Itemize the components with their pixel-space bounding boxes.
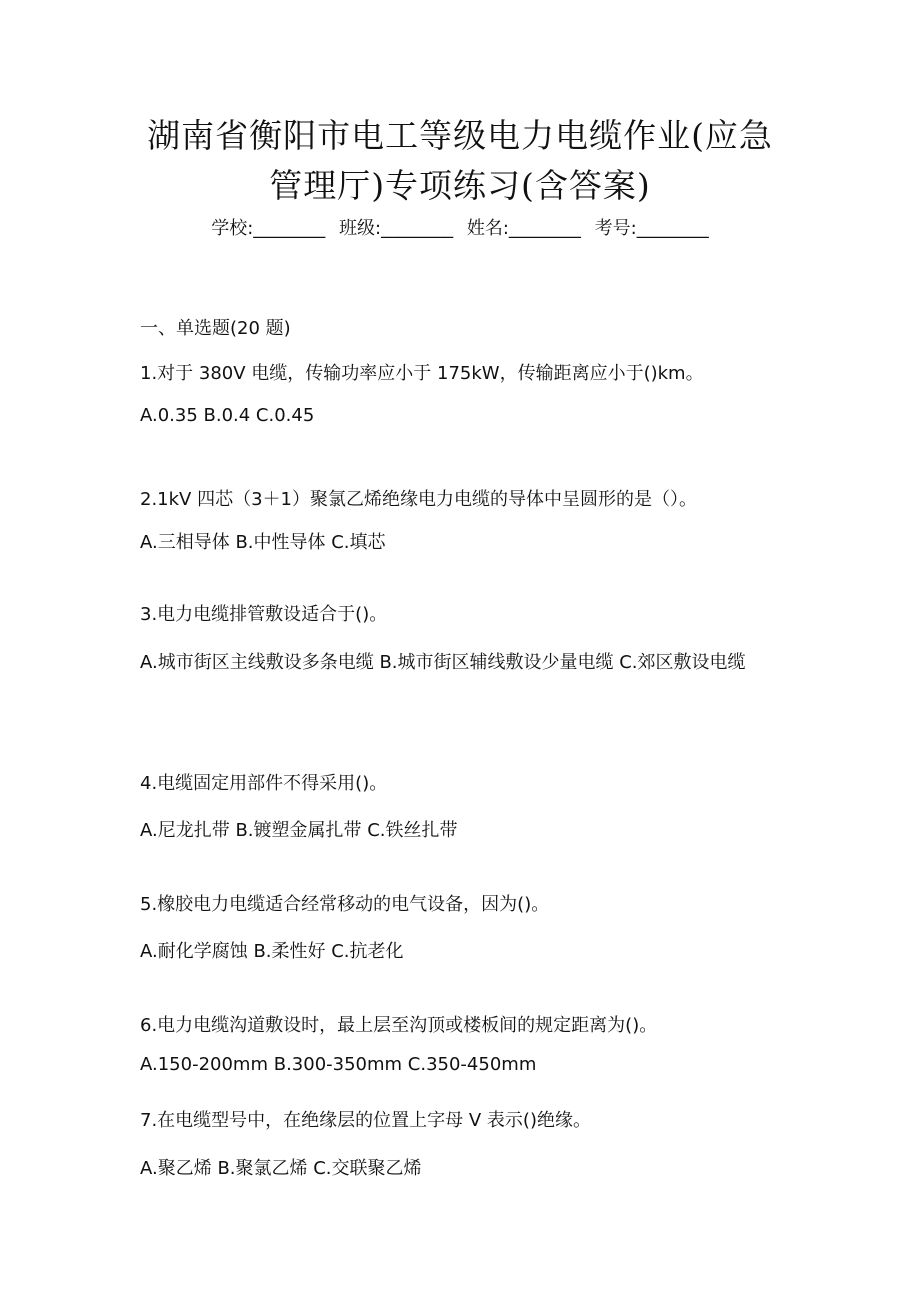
document-title-line2: 管理厅)专项练习(含答案)	[269, 166, 651, 205]
question-text: 3.电力电缆排管敷设适合于()。	[140, 604, 388, 625]
question-options: A.150-200mm B.300-350mm C.350-450mm	[140, 1054, 537, 1075]
question-text: 1.对于 380V 电缆，传输功率应小于 175kW，传输距离应小于()km。	[140, 363, 704, 384]
question-text: 6.电力电缆沟道敷设时，最上层至沟顶或楼板间的规定距离为()。	[140, 1015, 658, 1036]
name-field: 姓名:________	[466, 218, 581, 239]
question-text: 2.1kV 四芯（3＋1）聚氯乙烯绝缘电力电缆的导体中呈圆形的是（）。	[140, 489, 697, 510]
exam-number-field: 考号:________	[594, 218, 709, 239]
question-options: A.聚乙烯 B.聚氯乙烯 C.交联聚乙烯	[140, 1158, 422, 1179]
question-options: A.尼龙扎带 B.镀塑金属扎带 C.铁丝扎带	[140, 820, 458, 841]
student-info-row	[100, 214, 820, 244]
question-text: 4.电缆固定用部件不得采用()。	[140, 773, 388, 794]
question-options: A.0.35 B.0.4 C.0.45	[140, 405, 315, 426]
class-field: 班级:________	[339, 218, 454, 239]
question-text: 5.橡胶电力电缆适合经常移动的电气设备，因为()。	[140, 894, 550, 915]
question-options: A.耐化学腐蚀 B.柔性好 C.抗老化	[140, 941, 404, 962]
question-options: A.城市街区主线敷设多条电缆 B.城市街区辅线敷设少量电缆 C.郊区敷设电缆	[140, 652, 746, 673]
school-field: 学校:________	[211, 218, 326, 239]
section-heading: 一、单选题(20 题)	[140, 318, 291, 339]
question-options: A.三相导体 B.中性导体 C.填芯	[140, 532, 386, 553]
document-title-line1: 湖南省衡阳市电工等级电力电缆作业(应急	[147, 116, 773, 155]
question-text: 7.在电缆型号中，在绝缘层的位置上字母 V 表示()绝缘。	[140, 1110, 591, 1131]
